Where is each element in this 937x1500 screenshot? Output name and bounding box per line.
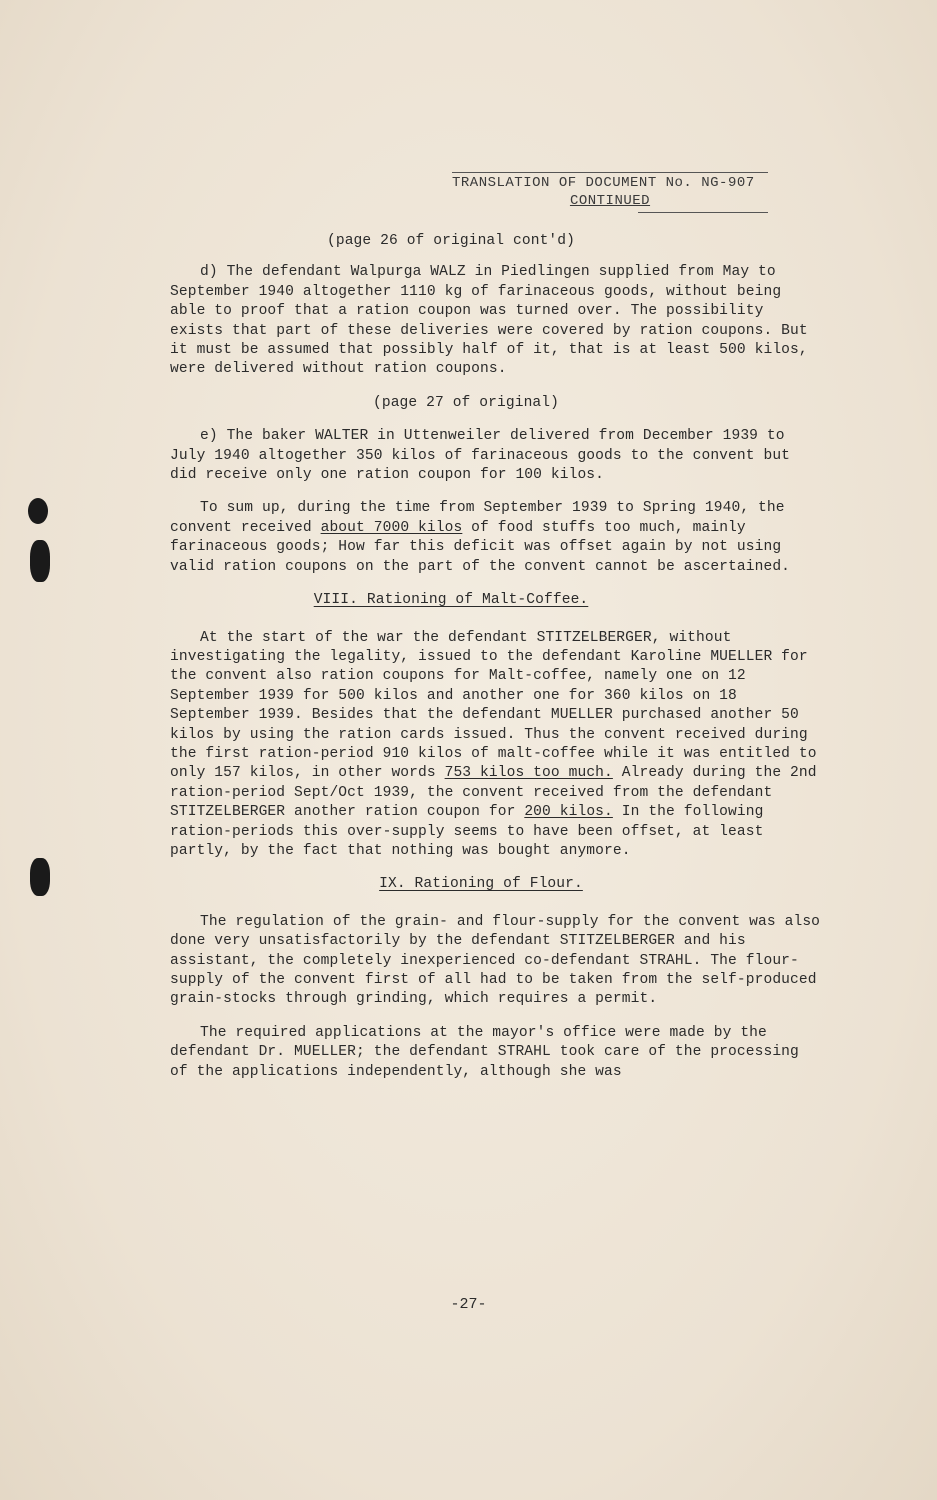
viii-underlined-2: 200 kilos. xyxy=(524,804,613,821)
header-title: TRANSLATION OF DOCUMENT No. NG-907 xyxy=(452,175,755,191)
punch-hole-top xyxy=(28,498,48,524)
summary-text-post: of food stuffs too much, mainly farinaceous goods; How far this deficit was offset again by not using valid ration coupons on the part of the convent cannot be ascertained. xyxy=(170,519,791,575)
viii-part2: Already during the 2nd ration-period Sept/Oct 1939, the convent received from the defendant STITZELBERGER another ration coupon for xyxy=(170,765,817,821)
section-heading-ix: IX. Rationing of Flour. xyxy=(379,876,583,893)
section-heading-viii: VIII. Rationing of Malt-Coffee. xyxy=(313,592,589,609)
paragraph-summary xyxy=(170,499,822,577)
viii-part1: At the start of the war the defendant STITZELBERGER, without investigating the legality, issued to the defendant Karoline MUELLER for the convent also ration coupons for Malt-coffee, namely one on 12 September 1939 for 500 kilos and another one for 360 kilos on 18 September 1939. Besides that the defendant MUELLER purchased another 50 kilos by using the ration cards issued. Thus the convent received during the first ration-period 910 kilos of malt-coffee while it was entitled to only 157 kilos, in other words xyxy=(170,629,817,782)
viii-underlined-1: 753 kilos too much. xyxy=(444,765,613,782)
punch-hole-bottom xyxy=(30,858,50,896)
punch-hole-middle xyxy=(30,540,50,582)
page-note-26: (page 26 of original cont'd) xyxy=(326,233,575,249)
paragraph-e: e) The baker WALTER in Uttenweiler delivered from December 1939 to July 1940 altogether 350 kilos of farinaceous goods to the convent but did receive only one ration coupon for 100 kilos. xyxy=(170,428,791,484)
header-rule-bottom xyxy=(638,212,768,213)
header-rule-top xyxy=(452,172,768,173)
paragraph-ix-2: The required applications at the mayor's office were made by the defendant Dr. MUELLER; the defendant STRAHL took care of the processing of the applications independently, although she was xyxy=(170,1024,799,1080)
header-continued: CONTINUED xyxy=(569,193,651,209)
paragraph-viii xyxy=(170,629,822,862)
summary-text-pre: To sum up, during the time from September 1939 to Spring 1940, the convent received xyxy=(170,500,785,536)
document-header xyxy=(452,172,768,209)
viii-part3: In the following ration-periods this over-supply seems to have been offset, at least partly, by the fact that nothing was bought anymore. xyxy=(170,804,764,859)
page-note-27: (page 27 of original) xyxy=(372,394,559,411)
paragraph-ix-1: The regulation of the grain- and flour-supply for the convent was also done very unsatisfactorily by the defendant STITZELBERGER and his assistant, the completely inexperienced co-defendant STRAHL. The flour-supply of the convent first of all had to be taken from the self-produced grain-stocks through grinding, which requires a permit. xyxy=(170,913,821,1008)
document-body xyxy=(170,232,822,1096)
paragraph-d: d) The defendant Walpurga WALZ in Piedlingen supplied from May to September 1940 altogether 1110 kg of farinaceous goods, without being able to proof that a ration coupon was turned over. The possibility exists that part of these deliveries were covered by ration coupons. But it must be assumed that possibly half of it, that is at least 500 kilos, were delivered without ration coupons. xyxy=(170,264,808,378)
page-number: -27- xyxy=(450,1296,487,1313)
summary-underlined: about 7000 kilos xyxy=(320,519,463,536)
